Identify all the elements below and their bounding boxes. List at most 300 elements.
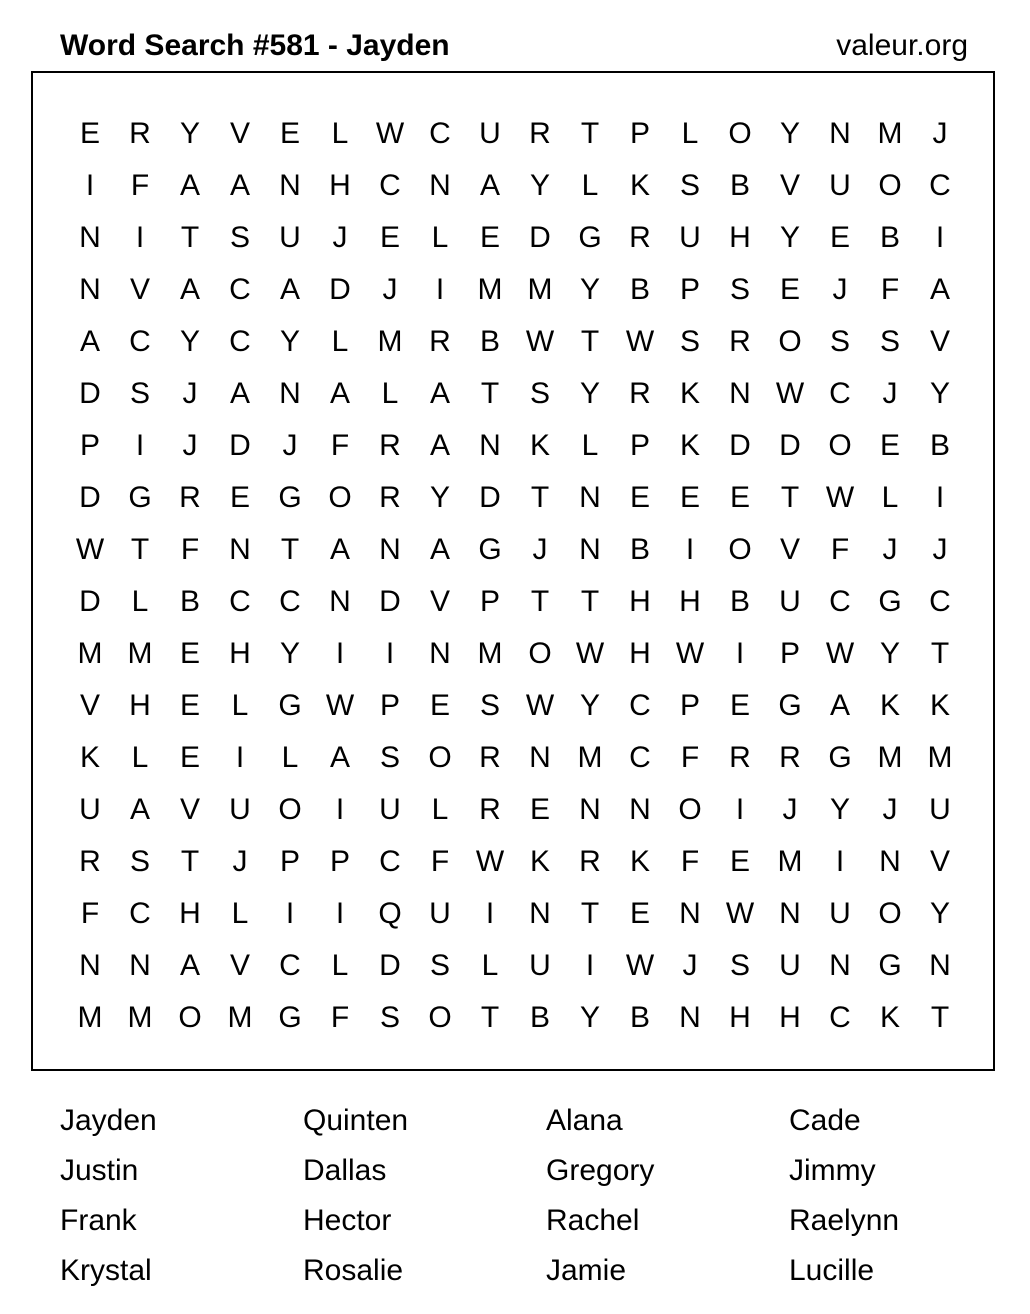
grid-cell[interactable]: W (525, 325, 555, 358)
grid-cell[interactable]: A (279, 273, 300, 306)
grid-cell[interactable]: J (882, 377, 898, 410)
grid-cell[interactable]: N (329, 585, 351, 618)
grid-cell[interactable]: N (79, 949, 101, 982)
grid-cell[interactable]: P (479, 585, 500, 618)
grid-cell[interactable]: G (128, 481, 152, 514)
grid-cell[interactable]: A (329, 533, 350, 566)
grid-cell[interactable]: C (829, 585, 851, 618)
grid-cell[interactable]: A (829, 689, 850, 722)
grid-cell[interactable]: K (529, 845, 550, 878)
grid-cell[interactable]: D (729, 429, 751, 462)
grid-cell[interactable]: R (729, 741, 751, 774)
grid-cell[interactable]: H (179, 897, 201, 930)
grid-cell[interactable]: M (77, 637, 103, 670)
grid-cell[interactable]: P (379, 689, 400, 722)
grid-cell[interactable]: S (679, 169, 700, 202)
grid-cell[interactable]: I (935, 221, 945, 254)
grid-cell[interactable]: N (479, 429, 501, 462)
grid-cell[interactable]: Y (179, 325, 200, 358)
grid-cell[interactable]: E (729, 845, 750, 878)
grid-cell[interactable]: R (79, 845, 101, 878)
grid-cell[interactable]: N (679, 1001, 701, 1034)
grid-cell[interactable]: N (529, 741, 551, 774)
grid-cell[interactable]: W (625, 325, 655, 358)
grid-cell[interactable]: H (729, 221, 751, 254)
grid-cell[interactable]: C (279, 585, 301, 618)
grid-cell[interactable]: A (79, 325, 100, 358)
grid-cell[interactable]: D (79, 585, 101, 618)
grid-cell[interactable]: C (829, 377, 851, 410)
grid-cell[interactable]: E (529, 793, 550, 826)
grid-cell[interactable]: E (179, 637, 200, 670)
grid-cell[interactable]: N (379, 533, 401, 566)
grid-cell[interactable]: M (477, 637, 503, 670)
grid-cell[interactable]: N (79, 221, 101, 254)
grid-cell[interactable]: R (379, 429, 401, 462)
grid-cell[interactable]: R (579, 845, 601, 878)
grid-cell[interactable]: G (278, 689, 302, 722)
grid-cell[interactable]: T (480, 1001, 500, 1034)
grid-cell[interactable]: K (629, 169, 650, 202)
grid-cell[interactable]: A (429, 377, 450, 410)
grid-cell[interactable]: T (780, 481, 800, 514)
grid-cell[interactable]: C (279, 949, 301, 982)
grid-cell[interactable]: O (328, 481, 352, 514)
grid-cell[interactable]: K (679, 429, 700, 462)
grid-cell[interactable]: N (429, 169, 451, 202)
grid-cell[interactable]: R (479, 741, 501, 774)
grid-cell[interactable]: D (229, 429, 251, 462)
grid-cell[interactable]: O (828, 429, 852, 462)
grid-cell[interactable]: U (529, 949, 551, 982)
grid-cell[interactable]: T (530, 585, 550, 618)
grid-cell[interactable]: T (180, 221, 200, 254)
grid-cell[interactable]: L (881, 481, 899, 514)
grid-cell[interactable]: M (877, 117, 903, 150)
grid-cell[interactable]: T (130, 533, 150, 566)
grid-cell[interactable]: P (679, 689, 700, 722)
grid-cell[interactable]: C (129, 897, 151, 930)
grid-cell[interactable]: N (679, 897, 701, 930)
grid-cell[interactable]: R (479, 793, 501, 826)
grid-cell[interactable]: N (79, 273, 101, 306)
grid-cell[interactable]: A (179, 949, 200, 982)
grid-cell[interactable]: C (929, 169, 951, 202)
grid-cell[interactable]: R (779, 741, 801, 774)
grid-cell[interactable]: K (629, 845, 650, 878)
grid-cell[interactable]: I (835, 845, 845, 878)
grid-cell[interactable]: L (381, 377, 399, 410)
grid-cell[interactable]: M (527, 273, 553, 306)
grid-cell[interactable]: U (229, 793, 251, 826)
grid-cell[interactable]: Y (879, 637, 900, 670)
grid-cell[interactable]: J (182, 429, 198, 462)
grid-cell[interactable]: N (929, 949, 951, 982)
grid-cell[interactable]: S (729, 949, 750, 982)
grid-cell[interactable]: W (725, 897, 755, 930)
grid-cell[interactable]: N (829, 949, 851, 982)
grid-cell[interactable]: U (279, 221, 301, 254)
grid-cell[interactable]: L (231, 689, 249, 722)
grid-cell[interactable]: S (129, 377, 150, 410)
grid-cell[interactable]: F (330, 429, 350, 462)
grid-cell[interactable]: U (829, 897, 851, 930)
grid-cell[interactable]: S (429, 949, 450, 982)
grid-cell[interactable]: L (581, 429, 599, 462)
grid-cell[interactable]: K (929, 689, 950, 722)
grid-cell[interactable]: V (779, 169, 800, 202)
grid-cell[interactable]: T (580, 585, 600, 618)
grid-cell[interactable]: S (829, 325, 850, 358)
grid-cell[interactable]: R (529, 117, 551, 150)
grid-cell[interactable]: C (629, 741, 651, 774)
grid-cell[interactable]: R (129, 117, 151, 150)
grid-cell[interactable]: L (131, 741, 149, 774)
grid-cell[interactable]: I (685, 533, 695, 566)
grid-cell[interactable]: W (775, 377, 805, 410)
grid-cell[interactable]: B (729, 169, 750, 202)
grid-cell[interactable]: M (927, 741, 953, 774)
grid-cell[interactable]: L (681, 117, 699, 150)
grid-cell[interactable]: R (179, 481, 201, 514)
grid-cell[interactable]: L (331, 117, 349, 150)
grid-cell[interactable]: M (877, 741, 903, 774)
grid-cell[interactable]: L (581, 169, 599, 202)
grid-cell[interactable]: V (179, 793, 200, 826)
grid-cell[interactable]: J (932, 117, 948, 150)
grid-cell[interactable]: V (929, 845, 950, 878)
grid-cell[interactable]: A (479, 169, 500, 202)
grid-cell[interactable]: S (729, 273, 750, 306)
grid-cell[interactable]: I (235, 741, 245, 774)
grid-cell[interactable]: B (629, 533, 650, 566)
grid-cell[interactable]: H (229, 637, 251, 670)
grid-cell[interactable]: Y (279, 325, 300, 358)
grid-cell[interactable]: A (129, 793, 150, 826)
grid-cell[interactable]: R (629, 377, 651, 410)
grid-cell[interactable]: A (429, 429, 450, 462)
grid-cell[interactable]: T (280, 533, 300, 566)
grid-cell[interactable]: F (830, 533, 850, 566)
grid-cell[interactable]: H (629, 585, 651, 618)
grid-cell[interactable]: J (232, 845, 248, 878)
grid-cell[interactable]: A (229, 377, 250, 410)
grid-cell[interactable]: P (329, 845, 350, 878)
grid-cell[interactable]: C (929, 585, 951, 618)
grid-cell[interactable]: S (529, 377, 550, 410)
grid-cell[interactable]: E (729, 481, 750, 514)
grid-cell[interactable]: S (379, 741, 400, 774)
grid-cell[interactable]: E (229, 481, 250, 514)
grid-cell[interactable]: E (879, 429, 900, 462)
grid-cell[interactable]: A (329, 377, 350, 410)
grid-cell[interactable]: R (379, 481, 401, 514)
grid-cell[interactable]: M (77, 1001, 103, 1034)
grid-cell[interactable]: H (129, 689, 151, 722)
grid-cell[interactable]: M (377, 325, 403, 358)
grid-cell[interactable]: R (429, 325, 451, 358)
grid-cell[interactable]: D (79, 481, 101, 514)
grid-cell[interactable]: N (529, 897, 551, 930)
grid-cell[interactable]: V (229, 117, 250, 150)
grid-cell[interactable]: D (79, 377, 101, 410)
grid-cell[interactable]: Y (779, 117, 800, 150)
grid-cell[interactable]: Y (929, 897, 950, 930)
grid-cell[interactable]: W (825, 637, 855, 670)
grid-cell[interactable]: J (782, 793, 798, 826)
grid-cell[interactable]: E (179, 689, 200, 722)
grid-cell[interactable]: N (429, 637, 451, 670)
grid-cell[interactable]: S (679, 325, 700, 358)
grid-cell[interactable]: K (679, 377, 700, 410)
grid-cell[interactable]: A (229, 169, 250, 202)
grid-cell[interactable]: K (529, 429, 550, 462)
grid-cell[interactable]: I (385, 637, 395, 670)
grid-cell[interactable]: N (579, 481, 601, 514)
grid-cell[interactable]: I (335, 793, 345, 826)
grid-cell[interactable]: K (879, 1001, 900, 1034)
grid-cell[interactable]: E (279, 117, 300, 150)
grid-cell[interactable]: P (779, 637, 800, 670)
grid-cell[interactable]: N (879, 845, 901, 878)
grid-cell[interactable]: G (778, 689, 802, 722)
grid-cell[interactable]: V (929, 325, 950, 358)
grid-cell[interactable]: H (629, 637, 651, 670)
grid-cell[interactable]: T (930, 1001, 950, 1034)
grid-cell[interactable]: B (729, 585, 750, 618)
grid-cell[interactable]: E (779, 273, 800, 306)
grid-cell[interactable]: S (129, 845, 150, 878)
grid-cell[interactable]: M (777, 845, 803, 878)
grid-cell[interactable]: N (829, 117, 851, 150)
grid-cell[interactable]: N (129, 949, 151, 982)
grid-cell[interactable]: B (929, 429, 950, 462)
grid-cell[interactable]: F (680, 741, 700, 774)
grid-cell[interactable]: Y (579, 377, 600, 410)
grid-cell[interactable]: U (779, 585, 801, 618)
grid-cell[interactable]: L (231, 897, 249, 930)
grid-cell[interactable]: G (578, 221, 602, 254)
grid-cell[interactable]: N (779, 897, 801, 930)
grid-cell[interactable]: C (829, 1001, 851, 1034)
grid-cell[interactable]: N (629, 793, 651, 826)
grid-cell[interactable]: D (329, 273, 351, 306)
grid-cell[interactable]: U (379, 793, 401, 826)
grid-cell[interactable]: W (675, 637, 705, 670)
grid-cell[interactable]: G (878, 585, 902, 618)
grid-cell[interactable]: I (485, 897, 495, 930)
grid-cell[interactable]: H (729, 1001, 751, 1034)
grid-cell[interactable]: I (435, 273, 445, 306)
grid-cell[interactable]: A (179, 273, 200, 306)
grid-cell[interactable]: E (179, 741, 200, 774)
grid-cell[interactable]: N (229, 533, 251, 566)
grid-cell[interactable]: T (580, 897, 600, 930)
grid-cell[interactable]: C (129, 325, 151, 358)
grid-cell[interactable]: M (227, 1001, 253, 1034)
grid-cell[interactable]: E (679, 481, 700, 514)
grid-cell[interactable]: I (935, 481, 945, 514)
grid-cell[interactable]: Y (179, 117, 200, 150)
grid-cell[interactable]: M (577, 741, 603, 774)
grid-cell[interactable]: O (278, 793, 302, 826)
grid-cell[interactable]: T (530, 481, 550, 514)
grid-cell[interactable]: E (79, 117, 100, 150)
grid-cell[interactable]: P (629, 117, 650, 150)
grid-cell[interactable]: E (829, 221, 850, 254)
grid-cell[interactable]: L (331, 325, 349, 358)
grid-cell[interactable]: G (828, 741, 852, 774)
grid-cell[interactable]: G (278, 481, 302, 514)
grid-cell[interactable]: I (135, 221, 145, 254)
grid-cell[interactable]: C (229, 585, 251, 618)
grid-cell[interactable]: O (528, 637, 552, 670)
grid-cell[interactable]: C (629, 689, 651, 722)
grid-cell[interactable]: S (479, 689, 500, 722)
grid-cell[interactable]: H (679, 585, 701, 618)
grid-cell[interactable]: W (375, 117, 405, 150)
grid-cell[interactable]: L (331, 949, 349, 982)
grid-cell[interactable]: B (529, 1001, 550, 1034)
grid-cell[interactable]: K (79, 741, 100, 774)
grid-cell[interactable]: W (575, 637, 605, 670)
grid-cell[interactable]: Y (779, 221, 800, 254)
grid-cell[interactable]: J (882, 793, 898, 826)
grid-cell[interactable]: I (335, 637, 345, 670)
grid-cell[interactable]: V (429, 585, 450, 618)
grid-cell[interactable]: I (735, 793, 745, 826)
grid-cell[interactable]: H (779, 1001, 801, 1034)
grid-cell[interactable]: J (332, 221, 348, 254)
grid-cell[interactable]: O (728, 117, 752, 150)
grid-cell[interactable]: J (832, 273, 848, 306)
grid-cell[interactable]: S (879, 325, 900, 358)
grid-cell[interactable]: G (278, 1001, 302, 1034)
grid-cell[interactable]: C (229, 273, 251, 306)
grid-cell[interactable]: O (428, 741, 452, 774)
grid-cell[interactable]: E (479, 221, 500, 254)
grid-cell[interactable]: Y (429, 481, 450, 514)
grid-cell[interactable]: A (329, 741, 350, 774)
grid-cell[interactable]: D (379, 585, 401, 618)
grid-cell[interactable]: M (127, 1001, 153, 1034)
grid-cell[interactable]: D (529, 221, 551, 254)
grid-cell[interactable]: B (179, 585, 200, 618)
grid-cell[interactable]: Y (529, 169, 550, 202)
grid-cell[interactable]: N (729, 377, 751, 410)
grid-cell[interactable]: U (929, 793, 951, 826)
grid-cell[interactable]: W (325, 689, 355, 722)
grid-cell[interactable]: W (825, 481, 855, 514)
grid-cell[interactable]: C (379, 169, 401, 202)
grid-cell[interactable]: O (178, 1001, 202, 1034)
grid-cell[interactable]: F (880, 273, 900, 306)
grid-cell[interactable]: C (429, 117, 451, 150)
grid-cell[interactable]: O (878, 169, 902, 202)
grid-cell[interactable]: D (379, 949, 401, 982)
grid-cell[interactable]: L (431, 793, 449, 826)
grid-cell[interactable]: O (778, 325, 802, 358)
grid-cell[interactable]: F (430, 845, 450, 878)
grid-cell[interactable]: T (480, 377, 500, 410)
grid-cell[interactable]: J (682, 949, 698, 982)
grid-cell[interactable]: I (585, 949, 595, 982)
grid-cell[interactable]: I (135, 429, 145, 462)
grid-cell[interactable]: T (180, 845, 200, 878)
grid-cell[interactable]: B (629, 273, 650, 306)
grid-cell[interactable]: U (779, 949, 801, 982)
grid-cell[interactable]: U (679, 221, 701, 254)
grid-cell[interactable]: B (629, 1001, 650, 1034)
grid-cell[interactable]: G (878, 949, 902, 982)
grid-cell[interactable]: Y (829, 793, 850, 826)
grid-cell[interactable]: I (735, 637, 745, 670)
grid-cell[interactable]: E (379, 221, 400, 254)
grid-cell[interactable]: U (829, 169, 851, 202)
grid-cell[interactable]: P (279, 845, 300, 878)
grid-cell[interactable]: A (179, 169, 200, 202)
grid-cell[interactable]: V (779, 533, 800, 566)
grid-cell[interactable]: J (532, 533, 548, 566)
grid-cell[interactable]: L (481, 949, 499, 982)
grid-cell[interactable]: J (182, 377, 198, 410)
grid-cell[interactable]: A (929, 273, 950, 306)
grid-cell[interactable]: V (229, 949, 250, 982)
grid-cell[interactable]: I (335, 897, 345, 930)
grid-cell[interactable]: L (131, 585, 149, 618)
grid-cell[interactable]: N (279, 377, 301, 410)
grid-cell[interactable]: T (580, 117, 600, 150)
grid-cell[interactable]: L (281, 741, 299, 774)
grid-cell[interactable]: R (629, 221, 651, 254)
grid-cell[interactable]: L (431, 221, 449, 254)
grid-cell[interactable]: D (779, 429, 801, 462)
grid-cell[interactable]: V (79, 689, 100, 722)
grid-cell[interactable]: W (525, 689, 555, 722)
grid-cell[interactable]: J (932, 533, 948, 566)
grid-cell[interactable]: C (379, 845, 401, 878)
grid-cell[interactable]: M (127, 637, 153, 670)
grid-cell[interactable]: N (579, 793, 601, 826)
grid-cell[interactable]: I (85, 169, 95, 202)
grid-cell[interactable]: H (329, 169, 351, 202)
grid-cell[interactable]: Y (579, 1001, 600, 1034)
grid-cell[interactable]: W (475, 845, 505, 878)
grid-cell[interactable]: O (678, 793, 702, 826)
grid-cell[interactable]: J (282, 429, 298, 462)
grid-cell[interactable]: P (679, 273, 700, 306)
grid-cell[interactable]: R (729, 325, 751, 358)
grid-cell[interactable]: F (180, 533, 200, 566)
grid-cell[interactable]: U (479, 117, 501, 150)
grid-cell[interactable]: U (429, 897, 451, 930)
grid-cell[interactable]: E (629, 481, 650, 514)
grid-cell[interactable]: I (285, 897, 295, 930)
grid-cell[interactable]: W (625, 949, 655, 982)
grid-cell[interactable]: F (80, 897, 100, 930)
grid-cell[interactable]: E (729, 689, 750, 722)
grid-cell[interactable]: O (728, 533, 752, 566)
grid-cell[interactable]: M (477, 273, 503, 306)
grid-cell[interactable]: J (382, 273, 398, 306)
grid-cell[interactable]: Y (929, 377, 950, 410)
grid-cell[interactable]: J (882, 533, 898, 566)
grid-cell[interactable]: Q (378, 897, 402, 930)
grid-cell[interactable]: U (79, 793, 101, 826)
grid-cell[interactable]: F (330, 1001, 350, 1034)
grid-cell[interactable]: Y (579, 689, 600, 722)
grid-cell[interactable]: N (579, 533, 601, 566)
